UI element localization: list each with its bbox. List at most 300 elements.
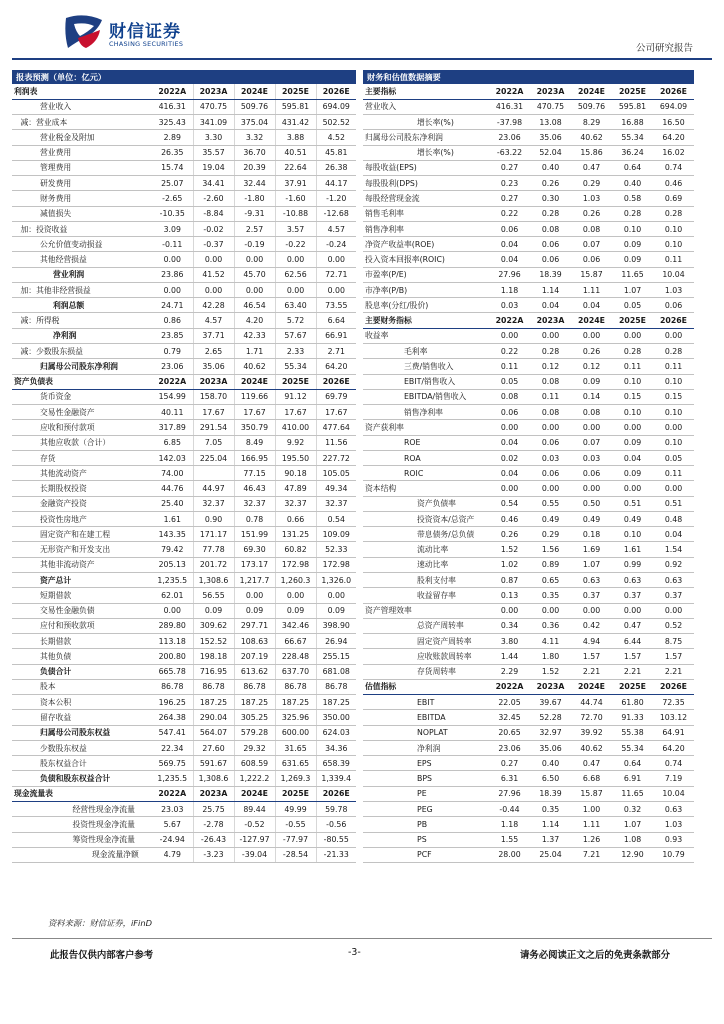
value-cell: 681.08 — [316, 664, 356, 679]
table-row — [12, 221, 356, 236]
value-cell: 4.20 — [234, 313, 275, 328]
value-cell: 35.57 — [193, 145, 234, 160]
value-cell: 13.08 — [530, 115, 571, 130]
value-cell: 86.78 — [152, 679, 193, 694]
value-cell: 0.63 — [653, 573, 694, 588]
year-header-cell: 2024E — [234, 786, 275, 801]
value-cell: 0.93 — [653, 832, 694, 847]
value-cell: -1.60 — [275, 191, 316, 206]
table-row — [12, 511, 356, 526]
value-cell: 6.85 — [152, 435, 193, 450]
value-cell: 45.81 — [316, 145, 356, 160]
year-header-cell: 2024E — [234, 84, 275, 99]
value-cell: 40.11 — [152, 405, 193, 420]
value-cell: 35.06 — [530, 130, 571, 145]
value-cell: 0.65 — [530, 573, 571, 588]
value-cell: 0.00 — [530, 603, 571, 618]
value-cell: 398.90 — [316, 618, 356, 633]
value-cell: 2.57 — [234, 221, 275, 236]
value-cell: 44.17 — [316, 176, 356, 191]
value-cell: 0.32 — [612, 801, 653, 816]
value-cell: -3.23 — [193, 847, 234, 862]
value-cell: 113.18 — [152, 634, 193, 649]
value-cell: 0.00 — [275, 588, 316, 603]
value-cell: 64.20 — [653, 740, 694, 755]
value-cell: 77.15 — [234, 466, 275, 481]
value-cell: 1.80 — [530, 649, 571, 664]
value-cell: 22.05 — [489, 695, 530, 710]
year-header-cell: 2022A — [152, 786, 193, 801]
value-cell: 0.52 — [653, 618, 694, 633]
table-row — [12, 817, 356, 832]
value-cell: 25.04 — [530, 847, 571, 862]
value-cell: 25.40 — [152, 496, 193, 511]
row-label: 负债和股东权益合计 — [12, 771, 152, 786]
value-cell: 15.74 — [152, 160, 193, 175]
value-cell: 89.44 — [234, 801, 275, 816]
value-cell: -0.52 — [234, 817, 275, 832]
value-cell: 69.30 — [234, 542, 275, 557]
value-cell: 0.28 — [612, 206, 653, 221]
row-label: NOPLAT — [363, 725, 489, 740]
year-header-cell: 2025E — [612, 84, 653, 99]
value-cell: 1.14 — [530, 817, 571, 832]
value-cell: 0.10 — [653, 221, 694, 236]
table-row — [363, 603, 694, 618]
value-cell: 27.96 — [489, 786, 530, 801]
value-cell: 32.37 — [316, 496, 356, 511]
value-cell: 103.12 — [653, 710, 694, 725]
row-label: 经营性现金净流量 — [12, 801, 152, 816]
table-row — [363, 298, 694, 313]
value-cell: 74.00 — [152, 466, 193, 481]
year-header-cell: 2023A — [193, 84, 234, 99]
value-cell: -1.20 — [316, 191, 356, 206]
value-cell: 0.00 — [612, 603, 653, 618]
table-row — [12, 420, 356, 435]
table-row — [12, 206, 356, 221]
table-row — [363, 267, 694, 282]
value-cell: -8.84 — [193, 206, 234, 221]
value-cell: 47.89 — [275, 481, 316, 496]
value-cell: 0.66 — [275, 511, 316, 526]
value-cell: 142.03 — [152, 450, 193, 465]
value-cell: 1.71 — [234, 344, 275, 359]
value-cell: 2.89 — [152, 130, 193, 145]
value-cell: 46.54 — [234, 298, 275, 313]
value-cell: 502.52 — [316, 115, 356, 130]
value-cell: 55.34 — [275, 359, 316, 374]
value-cell: 1.07 — [612, 282, 653, 297]
value-cell: 0.00 — [530, 328, 571, 343]
row-label: 无形资产和开发支出 — [12, 542, 152, 557]
value-cell: 0.74 — [653, 756, 694, 771]
value-cell: 0.08 — [530, 374, 571, 389]
value-cell: 86.78 — [316, 679, 356, 694]
table-row — [363, 328, 694, 343]
value-cell: 143.35 — [152, 527, 193, 542]
row-label: 每股经营现金流 — [363, 191, 489, 206]
table-row — [12, 145, 356, 160]
value-cell: 0.02 — [489, 450, 530, 465]
value-cell: 1.02 — [489, 557, 530, 572]
value-cell: 29.32 — [234, 740, 275, 755]
row-label: BPS — [363, 771, 489, 786]
value-cell: 0.15 — [612, 389, 653, 404]
value-cell: 15.86 — [571, 145, 612, 160]
row-label: 营业收入 — [12, 99, 152, 114]
value-cell: 375.04 — [234, 115, 275, 130]
row-label: EBIT — [363, 695, 489, 710]
row-label: 投资性现金净流量 — [12, 817, 152, 832]
value-cell: 79.42 — [152, 542, 193, 557]
value-cell: 187.25 — [316, 695, 356, 710]
value-cell: 1.11 — [571, 817, 612, 832]
value-cell: 0.86 — [152, 313, 193, 328]
year-header-cell: 2023A — [530, 313, 571, 328]
value-cell: -37.98 — [489, 115, 530, 130]
value-cell: 0.09 — [612, 435, 653, 450]
value-cell: 28.00 — [489, 847, 530, 862]
value-cell: 187.25 — [234, 695, 275, 710]
value-cell: 1.03 — [571, 191, 612, 206]
row-label: 增长率(%) — [363, 115, 489, 130]
value-cell: -10.88 — [275, 206, 316, 221]
value-cell: 0.14 — [571, 389, 612, 404]
value-cell: -0.22 — [275, 237, 316, 252]
value-cell: 45.70 — [234, 267, 275, 282]
value-cell: 1,222.2 — [234, 771, 275, 786]
value-cell: 0.00 — [234, 282, 275, 297]
year-header-cell: 2025E — [275, 84, 316, 99]
row-label: 交易性金融资产 — [12, 405, 152, 420]
row-label: 主要财务指标 — [363, 313, 489, 328]
value-cell: 1.37 — [530, 832, 571, 847]
row-label: 市盈率(P/E) — [363, 267, 489, 282]
row-label: 存货周转率 — [363, 664, 489, 679]
value-cell: 158.70 — [193, 389, 234, 404]
value-cell: 40.62 — [234, 359, 275, 374]
footer-disclaimer: 请务必阅读正文之后的免责条款部分 — [519, 950, 670, 961]
value-cell: 0.40 — [612, 176, 653, 191]
table-row — [12, 832, 356, 847]
year-header-cell: 2024E — [234, 374, 275, 389]
forecast-table — [12, 84, 356, 863]
table-header-row — [363, 313, 694, 328]
value-cell: -0.02 — [193, 221, 234, 236]
value-cell: 0.35 — [530, 801, 571, 816]
value-cell: 0.09 — [275, 603, 316, 618]
row-label: 其他流动资产 — [12, 466, 152, 481]
value-cell: 0.00 — [653, 328, 694, 343]
value-cell: 34.41 — [193, 176, 234, 191]
row-label: 长期借款 — [12, 634, 152, 649]
value-cell: 309.62 — [193, 618, 234, 633]
row-label: 总资产周转率 — [363, 618, 489, 633]
value-cell: 205.13 — [152, 557, 193, 572]
value-cell: 0.26 — [489, 527, 530, 542]
value-cell: 119.66 — [234, 389, 275, 404]
table-row — [363, 206, 694, 221]
value-cell: 1.57 — [571, 649, 612, 664]
table-row — [363, 511, 694, 526]
value-cell: 477.64 — [316, 420, 356, 435]
value-cell: 11.65 — [612, 786, 653, 801]
value-cell: 0.11 — [489, 359, 530, 374]
value-cell: 0.37 — [653, 588, 694, 603]
table-row — [12, 649, 356, 664]
value-cell: 36.24 — [612, 145, 653, 160]
row-label: 其他负债 — [12, 649, 152, 664]
value-cell: 40.62 — [571, 130, 612, 145]
row-label: EPS — [363, 756, 489, 771]
value-cell: 0.04 — [489, 237, 530, 252]
value-cell: 0.11 — [612, 359, 653, 374]
row-label: 三费/销售收入 — [363, 359, 489, 374]
table-row — [363, 832, 694, 847]
value-cell: 325.96 — [275, 710, 316, 725]
value-cell: 0.00 — [489, 603, 530, 618]
value-cell: 52.04 — [530, 145, 571, 160]
table-row — [363, 527, 694, 542]
table-row — [12, 466, 356, 481]
value-cell: 0.04 — [530, 298, 571, 313]
row-label: 投资性房地产 — [12, 511, 152, 526]
value-cell: 225.04 — [193, 450, 234, 465]
value-cell: 25.75 — [193, 801, 234, 816]
row-label: 收益率 — [363, 328, 489, 343]
value-cell: 4.57 — [193, 313, 234, 328]
value-cell: 59.78 — [316, 801, 356, 816]
row-label: 归属母公司股东净利润 — [12, 359, 152, 374]
value-cell: -2.78 — [193, 817, 234, 832]
value-cell: 44.97 — [193, 481, 234, 496]
value-cell: 350.79 — [234, 420, 275, 435]
value-cell: 62.56 — [275, 267, 316, 282]
value-cell: 1.11 — [571, 282, 612, 297]
row-label: 流动比率 — [363, 542, 489, 557]
row-label: 资产负债率 — [363, 496, 489, 511]
table-row — [363, 160, 694, 175]
value-cell: 0.06 — [489, 221, 530, 236]
value-cell: 637.70 — [275, 664, 316, 679]
value-cell: 173.17 — [234, 557, 275, 572]
value-cell: 77.78 — [193, 542, 234, 557]
value-cell: 10.79 — [653, 847, 694, 862]
value-cell: -21.33 — [316, 847, 356, 862]
value-cell: 72.70 — [571, 710, 612, 725]
value-cell: 0.28 — [530, 206, 571, 221]
row-label: PE — [363, 786, 489, 801]
value-cell: 32.37 — [193, 496, 234, 511]
value-cell: 26.94 — [316, 634, 356, 649]
table-row — [12, 710, 356, 725]
value-cell: 0.40 — [530, 160, 571, 175]
value-cell: 0.23 — [489, 176, 530, 191]
row-label: 应收账款周转率 — [363, 649, 489, 664]
value-cell: 0.09 — [612, 252, 653, 267]
row-label: ROIC — [363, 466, 489, 481]
value-cell: -0.19 — [234, 237, 275, 252]
table-row — [363, 221, 694, 236]
value-cell: 0.06 — [653, 298, 694, 313]
value-cell: 0.00 — [489, 481, 530, 496]
value-cell: 25.07 — [152, 176, 193, 191]
value-cell: 0.10 — [653, 435, 694, 450]
value-cell: 2.21 — [571, 664, 612, 679]
summary-panel-title: 财务和估值数据摘要 — [363, 70, 694, 84]
value-cell: 57.67 — [275, 328, 316, 343]
value-cell: 0.08 — [571, 221, 612, 236]
value-cell: 1,326.0 — [316, 573, 356, 588]
row-label: 留存收益 — [12, 710, 152, 725]
header-divider — [12, 58, 712, 60]
value-cell: 4.94 — [571, 634, 612, 649]
row-label: 市净率(P/B) — [363, 282, 489, 297]
value-cell: 39.92 — [571, 725, 612, 740]
row-label: 利润表 — [12, 84, 152, 99]
value-cell: 0.00 — [316, 252, 356, 267]
value-cell: 2.21 — [653, 664, 694, 679]
value-cell: 0.47 — [571, 756, 612, 771]
value-cell: 595.81 — [275, 99, 316, 114]
value-cell: 40.62 — [571, 740, 612, 755]
row-label: 交易性金融负债 — [12, 603, 152, 618]
table-row — [363, 725, 694, 740]
year-header-cell: 2022A — [152, 374, 193, 389]
row-label: 毛利率 — [363, 344, 489, 359]
row-label: 货币资金 — [12, 389, 152, 404]
table-row — [363, 237, 694, 252]
value-cell: 0.04 — [489, 252, 530, 267]
value-cell: -0.44 — [489, 801, 530, 816]
row-label: ROE — [363, 435, 489, 450]
value-cell: 32.37 — [234, 496, 275, 511]
value-cell: 86.78 — [275, 679, 316, 694]
value-cell: 0.99 — [612, 557, 653, 572]
value-cell: 1.18 — [489, 282, 530, 297]
value-cell: 23.03 — [152, 801, 193, 816]
row-label: PCF — [363, 847, 489, 862]
table-row — [363, 282, 694, 297]
table-header-row — [12, 374, 356, 389]
value-cell: 46.43 — [234, 481, 275, 496]
value-cell: 0.63 — [653, 801, 694, 816]
table-row — [363, 695, 694, 710]
value-cell: 154.99 — [152, 389, 193, 404]
row-label: PB — [363, 817, 489, 832]
value-cell: 7.05 — [193, 435, 234, 450]
row-label: 资本公积 — [12, 695, 152, 710]
table-row — [12, 252, 356, 267]
report-type: 公司研究报告 — [635, 43, 693, 54]
value-cell: 0.92 — [653, 557, 694, 572]
value-cell: 431.42 — [275, 115, 316, 130]
value-cell: 0.27 — [489, 756, 530, 771]
value-cell: 0.09 — [193, 603, 234, 618]
value-cell: 1.44 — [489, 649, 530, 664]
row-label: 估值指标 — [363, 679, 489, 694]
row-label: 存货 — [12, 450, 152, 465]
value-cell: 416.31 — [489, 99, 530, 114]
value-cell: 0.07 — [571, 237, 612, 252]
value-cell: 0.00 — [653, 420, 694, 435]
table-row — [12, 481, 356, 496]
value-cell: 0.10 — [653, 237, 694, 252]
value-cell — [193, 466, 234, 481]
value-cell: 716.95 — [193, 664, 234, 679]
table-row — [363, 573, 694, 588]
row-label: 每股股利(DPS) — [363, 176, 489, 191]
value-cell: 569.75 — [152, 756, 193, 771]
value-cell: 0.58 — [612, 191, 653, 206]
value-cell: 0.12 — [571, 359, 612, 374]
value-cell: 32.45 — [489, 710, 530, 725]
value-cell: -28.54 — [275, 847, 316, 862]
year-header-cell: 2022A — [489, 679, 530, 694]
value-cell: 255.15 — [316, 649, 356, 664]
value-cell: -12.68 — [316, 206, 356, 221]
row-label: 归属母公司股东权益 — [12, 725, 152, 740]
value-cell: 0.47 — [612, 618, 653, 633]
table-row — [363, 786, 694, 801]
value-cell: 32.37 — [275, 496, 316, 511]
table-row — [12, 328, 356, 343]
value-cell: 0.00 — [612, 420, 653, 435]
value-cell: -0.11 — [152, 237, 193, 252]
row-label: 资产管理效率 — [363, 603, 489, 618]
row-label: 收益留存率 — [363, 588, 489, 603]
value-cell: 0.00 — [193, 282, 234, 297]
value-cell: 317.89 — [152, 420, 193, 435]
value-cell: 0.10 — [653, 405, 694, 420]
value-cell: 1.57 — [612, 649, 653, 664]
table-row — [12, 435, 356, 450]
value-cell: 6.68 — [571, 771, 612, 786]
row-label: 现金流量净额 — [12, 847, 152, 862]
table-row — [363, 801, 694, 816]
value-cell: -0.55 — [275, 817, 316, 832]
value-cell: 11.56 — [316, 435, 356, 450]
value-cell: 42.28 — [193, 298, 234, 313]
value-cell: -63.22 — [489, 145, 530, 160]
table-row — [12, 282, 356, 297]
table-row — [12, 740, 356, 755]
row-label: 其他非流动资产 — [12, 557, 152, 572]
year-header-cell: 2022A — [152, 84, 193, 99]
value-cell: -24.94 — [152, 832, 193, 847]
table-row — [12, 542, 356, 557]
value-cell: 0.15 — [653, 389, 694, 404]
value-cell: 3.57 — [275, 221, 316, 236]
value-cell: -2.60 — [193, 191, 234, 206]
row-label: 资产获利率 — [363, 420, 489, 435]
value-cell: 0.34 — [489, 618, 530, 633]
value-cell: 26.38 — [316, 160, 356, 175]
value-cell: 0.47 — [571, 160, 612, 175]
row-label: 投入资本回报率(ROIC) — [363, 252, 489, 267]
value-cell: 20.65 — [489, 725, 530, 740]
value-cell: 8.75 — [653, 634, 694, 649]
value-cell: 1.26 — [571, 832, 612, 847]
row-label: EBIT/销售收入 — [363, 374, 489, 389]
value-cell: 694.09 — [316, 99, 356, 114]
value-cell: 19.04 — [193, 160, 234, 175]
row-label: 财务费用 — [12, 191, 152, 206]
table-row — [363, 435, 694, 450]
table-header-row — [363, 84, 694, 99]
value-cell: 1.52 — [489, 542, 530, 557]
